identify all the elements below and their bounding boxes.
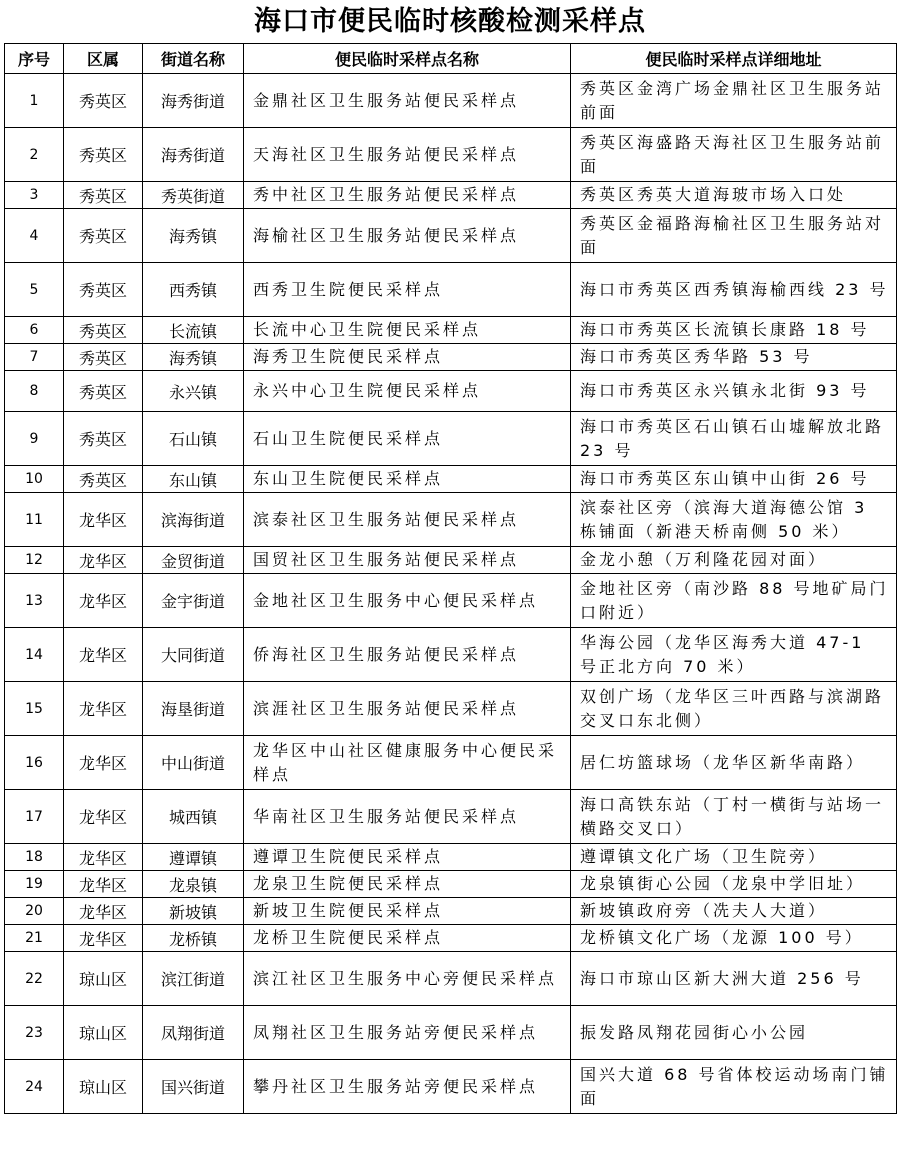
row-address: 金地社区旁（南沙路 88 号地矿局门口附近） <box>571 574 897 628</box>
row-street: 海秀街道 <box>143 74 244 128</box>
row-address: 金龙小憩（万利隆花园对面） <box>571 547 897 574</box>
row-address: 新坡镇政府旁（冼夫人大道） <box>571 898 897 925</box>
row-street: 西秀镇 <box>143 263 244 317</box>
row-district: 秀英区 <box>64 209 143 263</box>
row-site-name: 攀丹社区卫生服务站旁便民采样点 <box>244 1060 571 1114</box>
table-row <box>5 209 897 263</box>
row-site-name: 永兴中心卫生院便民采样点 <box>244 371 571 412</box>
row-address: 华海公园（龙华区海秀大道 47-1 号正北方向 70 米） <box>571 628 897 682</box>
row-number: 19 <box>5 871 64 898</box>
row-district: 秀英区 <box>64 466 143 493</box>
row-district: 龙华区 <box>64 898 143 925</box>
table-row <box>5 1060 897 1114</box>
row-number: 23 <box>5 1006 64 1060</box>
table-row <box>5 736 897 790</box>
row-address: 遵谭镇文化广场（卫生院旁） <box>571 844 897 871</box>
row-street: 滨海街道 <box>143 493 244 547</box>
header-district: 区属 <box>64 44 143 74</box>
table-row <box>5 263 897 317</box>
row-number: 10 <box>5 466 64 493</box>
header-site-name: 便民临时采样点名称 <box>244 44 571 74</box>
document-title: 海口市便民临时核酸检测采样点 <box>254 6 646 37</box>
row-address: 海口高铁东站（丁村一横街与站场一横路交叉口） <box>571 790 897 844</box>
row-district: 琼山区 <box>64 1060 143 1114</box>
row-site-name: 龙桥卫生院便民采样点 <box>244 925 571 952</box>
row-number: 8 <box>5 371 64 412</box>
row-address: 海口市秀英区石山镇石山墟解放北路 23 号 <box>571 412 897 466</box>
row-district: 龙华区 <box>64 682 143 736</box>
row-site-name: 长流中心卫生院便民采样点 <box>244 317 571 344</box>
row-site-name: 滨涯社区卫生服务站便民采样点 <box>244 682 571 736</box>
row-number: 12 <box>5 547 64 574</box>
row-address: 滨泰社区旁（滨海大道海德公馆 3 栋铺面（新港天桥南侧 50 米） <box>571 493 897 547</box>
row-street: 海垦街道 <box>143 682 244 736</box>
table-row <box>5 317 897 344</box>
row-address: 海口市秀英区长流镇长康路 18 号 <box>571 317 897 344</box>
row-district: 龙华区 <box>64 790 143 844</box>
table-row <box>5 466 897 493</box>
row-number: 14 <box>5 628 64 682</box>
row-district: 龙华区 <box>64 871 143 898</box>
row-site-name: 侨海社区卫生服务站便民采样点 <box>244 628 571 682</box>
row-site-name: 滨江社区卫生服务中心旁便民采样点 <box>244 952 571 1006</box>
row-district: 秀英区 <box>64 371 143 412</box>
row-street: 滨江街道 <box>143 952 244 1006</box>
row-number: 24 <box>5 1060 64 1114</box>
row-district: 秀英区 <box>64 317 143 344</box>
row-number: 2 <box>5 128 64 182</box>
row-street: 龙桥镇 <box>143 925 244 952</box>
row-district: 龙华区 <box>64 493 143 547</box>
table-row <box>5 344 897 371</box>
row-site-name: 秀中社区卫生服务站便民采样点 <box>244 182 571 209</box>
row-number: 20 <box>5 898 64 925</box>
row-street: 遵谭镇 <box>143 844 244 871</box>
row-address: 国兴大道 68 号省体校运动场南门铺面 <box>571 1060 897 1114</box>
row-site-name: 遵谭卫生院便民采样点 <box>244 844 571 871</box>
row-address: 秀英区海盛路天海社区卫生服务站前面 <box>571 128 897 182</box>
row-number: 3 <box>5 182 64 209</box>
row-district: 龙华区 <box>64 736 143 790</box>
row-address: 秀英区金湾广场金鼎社区卫生服务站前面 <box>571 74 897 128</box>
row-number: 13 <box>5 574 64 628</box>
table-row <box>5 898 897 925</box>
row-street: 秀英街道 <box>143 182 244 209</box>
table-row <box>5 412 897 466</box>
table-row <box>5 682 897 736</box>
header-no: 序号 <box>5 44 64 74</box>
row-district: 秀英区 <box>64 412 143 466</box>
table-row <box>5 547 897 574</box>
row-site-name: 西秀卫生院便民采样点 <box>244 263 571 317</box>
row-site-name: 滨泰社区卫生服务站便民采样点 <box>244 493 571 547</box>
row-street: 凤翔街道 <box>143 1006 244 1060</box>
row-address: 龙泉镇街心公园（龙泉中学旧址） <box>571 871 897 898</box>
row-district: 龙华区 <box>64 925 143 952</box>
row-address: 居仁坊篮球场（龙华区新华南路） <box>571 736 897 790</box>
table-row <box>5 371 897 412</box>
table-row <box>5 493 897 547</box>
row-street: 海秀镇 <box>143 344 244 371</box>
row-address: 秀英区秀英大道海玻市场入口处 <box>571 182 897 209</box>
row-address: 海口市秀英区东山镇中山街 26 号 <box>571 466 897 493</box>
table-row <box>5 925 897 952</box>
row-street: 城西镇 <box>143 790 244 844</box>
row-district: 琼山区 <box>64 1006 143 1060</box>
header-address: 便民临时采样点详细地址 <box>571 44 897 74</box>
table-row <box>5 574 897 628</box>
row-district: 龙华区 <box>64 547 143 574</box>
row-number: 17 <box>5 790 64 844</box>
table-row <box>5 844 897 871</box>
table-row <box>5 790 897 844</box>
table-row <box>5 871 897 898</box>
row-number: 4 <box>5 209 64 263</box>
row-district: 琼山区 <box>64 952 143 1006</box>
row-street: 东山镇 <box>143 466 244 493</box>
row-district: 秀英区 <box>64 344 143 371</box>
table-row <box>5 182 897 209</box>
row-street: 长流镇 <box>143 317 244 344</box>
row-site-name: 金地社区卫生服务中心便民采样点 <box>244 574 571 628</box>
table-row <box>5 74 897 128</box>
row-site-name: 新坡卫生院便民采样点 <box>244 898 571 925</box>
row-site-name: 天海社区卫生服务站便民采样点 <box>244 128 571 182</box>
row-district: 龙华区 <box>64 844 143 871</box>
row-street: 金贸街道 <box>143 547 244 574</box>
row-district: 秀英区 <box>64 74 143 128</box>
row-site-name: 海秀卫生院便民采样点 <box>244 344 571 371</box>
row-number: 11 <box>5 493 64 547</box>
row-district: 龙华区 <box>64 574 143 628</box>
row-site-name: 金鼎社区卫生服务站便民采样点 <box>244 74 571 128</box>
table-row <box>5 128 897 182</box>
row-district: 秀英区 <box>64 128 143 182</box>
row-street: 新坡镇 <box>143 898 244 925</box>
row-street: 金宇街道 <box>143 574 244 628</box>
row-address: 秀英区金福路海榆社区卫生服务站对面 <box>571 209 897 263</box>
row-site-name: 龙华区中山社区健康服务中心便民采样点 <box>244 736 571 790</box>
row-site-name: 龙泉卫生院便民采样点 <box>244 871 571 898</box>
row-district: 秀英区 <box>64 182 143 209</box>
row-site-name: 东山卫生院便民采样点 <box>244 466 571 493</box>
row-street: 中山街道 <box>143 736 244 790</box>
row-street: 海秀镇 <box>143 209 244 263</box>
table-row <box>5 952 897 1006</box>
row-number: 21 <box>5 925 64 952</box>
row-street: 龙泉镇 <box>143 871 244 898</box>
sampling-sites-table <box>4 43 897 1114</box>
row-site-name: 华南社区卫生服务站便民采样点 <box>244 790 571 844</box>
row-number: 16 <box>5 736 64 790</box>
row-street: 国兴街道 <box>143 1060 244 1114</box>
row-number: 15 <box>5 682 64 736</box>
row-address: 海口市琼山区新大洲大道 256 号 <box>571 952 897 1006</box>
row-street: 永兴镇 <box>143 371 244 412</box>
row-site-name: 国贸社区卫生服务站便民采样点 <box>244 547 571 574</box>
row-number: 6 <box>5 317 64 344</box>
row-address: 双创广场（龙华区三叶西路与滨湖路交叉口东北侧） <box>571 682 897 736</box>
row-district: 龙华区 <box>64 628 143 682</box>
row-number: 1 <box>5 74 64 128</box>
header-street: 街道名称 <box>143 44 244 74</box>
row-address: 海口市秀英区永兴镇永北街 93 号 <box>571 371 897 412</box>
row-address: 振发路凤翔花园街心小公园 <box>571 1006 897 1060</box>
row-number: 5 <box>5 263 64 317</box>
row-street: 海秀街道 <box>143 128 244 182</box>
table-header-row <box>5 44 897 74</box>
row-number: 18 <box>5 844 64 871</box>
row-address: 龙桥镇文化广场（龙源 100 号） <box>571 925 897 952</box>
row-street: 大同街道 <box>143 628 244 682</box>
row-address: 海口市秀英区秀华路 53 号 <box>571 344 897 371</box>
table-row <box>5 628 897 682</box>
row-site-name: 石山卫生院便民采样点 <box>244 412 571 466</box>
row-district: 秀英区 <box>64 263 143 317</box>
row-number: 22 <box>5 952 64 1006</box>
table-row <box>5 1006 897 1060</box>
row-address: 海口市秀英区西秀镇海榆西线 23 号 <box>571 263 897 317</box>
row-site-name: 凤翔社区卫生服务站旁便民采样点 <box>244 1006 571 1060</box>
row-street: 石山镇 <box>143 412 244 466</box>
row-number: 9 <box>5 412 64 466</box>
row-number: 7 <box>5 344 64 371</box>
row-site-name: 海榆社区卫生服务站便民采样点 <box>244 209 571 263</box>
